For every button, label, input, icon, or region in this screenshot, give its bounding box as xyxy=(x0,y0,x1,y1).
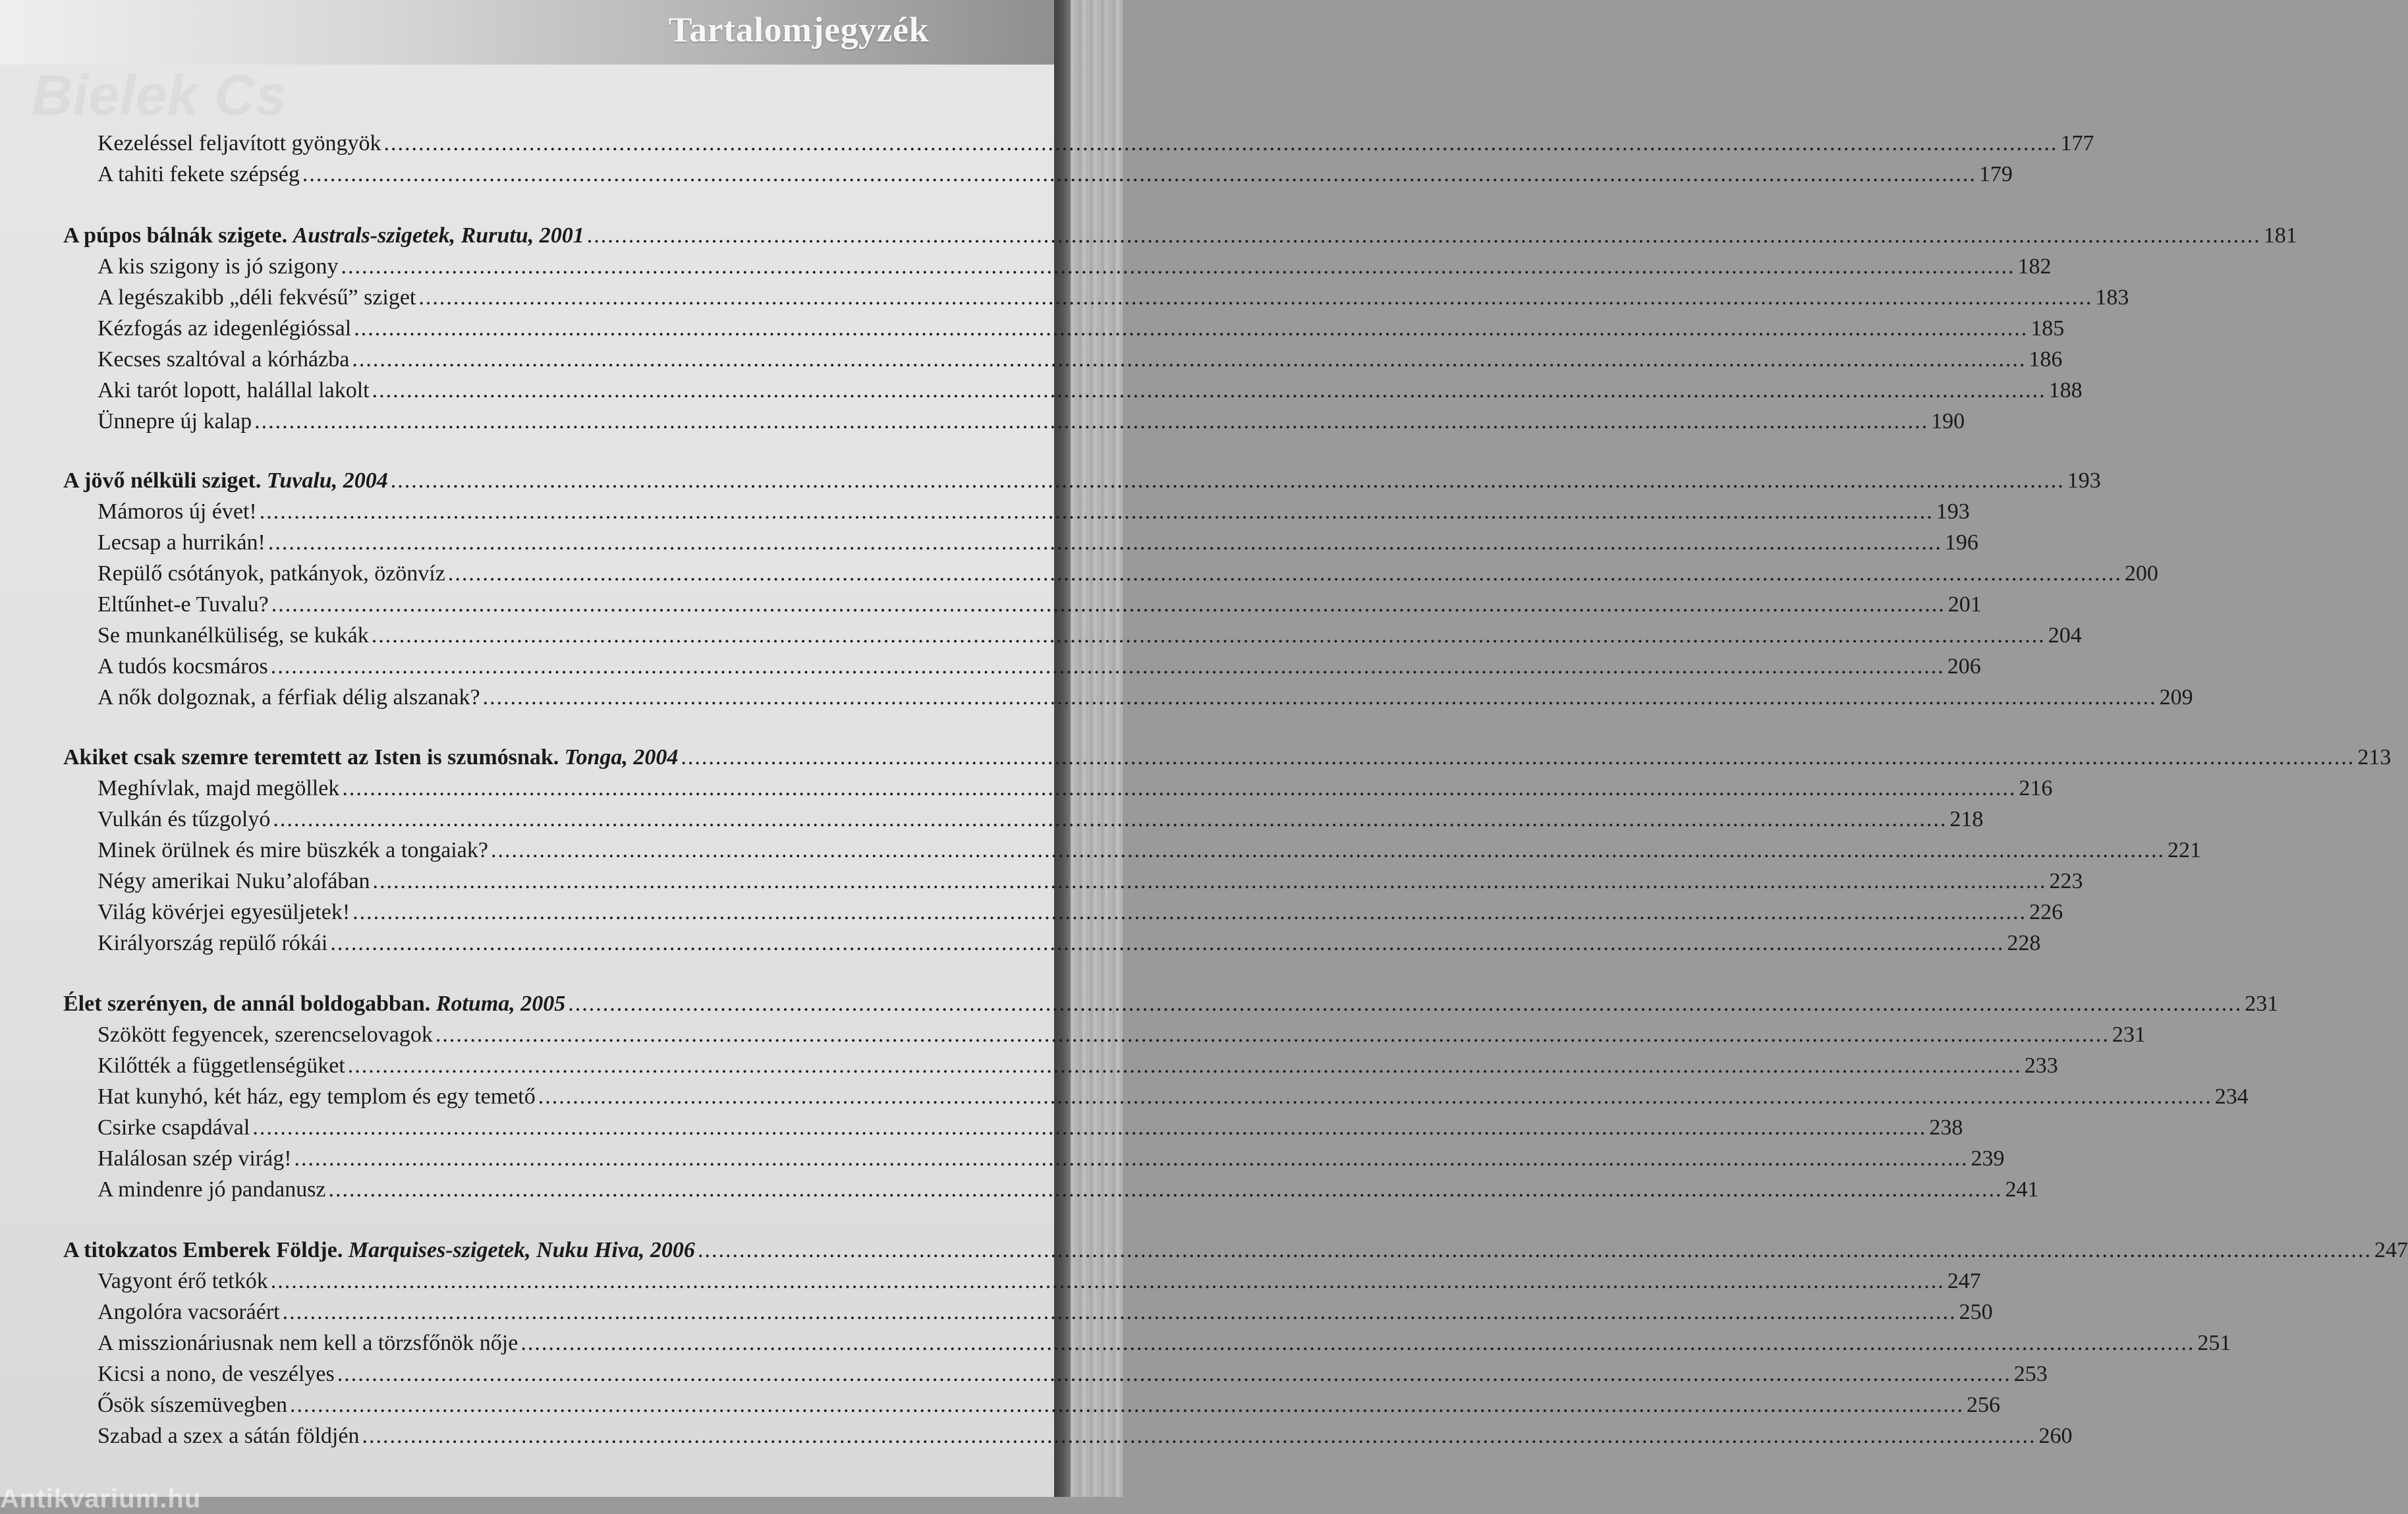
toc-entry-title: Angolóra vacsoráért xyxy=(98,1300,280,1324)
toc-entry xyxy=(63,282,2129,313)
toc-entry-page: 251 xyxy=(2197,1331,2231,1355)
chapter-subtitle: Marquises-szigetek, Nuku Hiva, 2006 xyxy=(348,1238,695,1262)
dot-leader xyxy=(681,742,2355,773)
dot-leader xyxy=(271,651,1945,682)
dot-leader xyxy=(337,1359,2011,1389)
toc-chapter-heading xyxy=(63,220,2297,251)
toc-entry-title: Kézfogás az idegenlégióssal xyxy=(98,316,352,341)
toc-entry xyxy=(63,1174,2039,1205)
toc-section-4 xyxy=(63,988,2279,1205)
dot-leader xyxy=(435,1019,2110,1050)
chapter-title: Akiket csak szemre teremtett az Isten is szumósnak. Tonga, 2004 xyxy=(63,745,679,770)
toc-entry xyxy=(63,1081,2249,1112)
toc-entry-title: Aki tarót lopott, halállal lakolt xyxy=(98,378,370,403)
dot-leader xyxy=(362,1420,2036,1451)
watermark-text: Antikvarium.hu xyxy=(0,1484,202,1513)
dot-leader xyxy=(252,1112,1926,1143)
toc-entry-title: Repülő csótányok, patkányok, özönvíz xyxy=(98,561,445,586)
toc-entry-title: A kis szigony is jó szigony xyxy=(98,254,339,279)
toc-entry-page: 196 xyxy=(1944,530,1978,555)
toc-entry-page: 260 xyxy=(2038,1424,2073,1448)
toc-entry xyxy=(63,1019,2146,1050)
toc-entry-title: Szökött fegyencek, szerencselovagok xyxy=(98,1023,433,1047)
toc-entry xyxy=(63,866,2083,897)
dot-leader xyxy=(391,465,2065,496)
toc-entry-page: 206 xyxy=(1947,654,1981,679)
dot-leader xyxy=(260,496,1934,527)
toc-entry-page: 185 xyxy=(2030,316,2065,341)
dot-leader xyxy=(330,928,2004,959)
toc-entry-page: 218 xyxy=(1949,807,1984,831)
dot-leader xyxy=(294,1143,1969,1174)
dot-leader xyxy=(448,558,2122,589)
toc-entry-title: A mindenre jó pandanusz xyxy=(98,1177,326,1202)
chapter-page: 231 xyxy=(2245,992,2279,1016)
toc-entry xyxy=(63,773,2053,804)
toc-entry-page: 228 xyxy=(2007,931,2041,955)
toc-entry-title: Kecses szaltóval a kórházba xyxy=(98,347,350,372)
toc-entry-page: 256 xyxy=(1967,1393,2001,1417)
dot-leader xyxy=(254,406,1928,437)
chapter-subtitle: Tuvalu, 2004 xyxy=(266,468,388,493)
toc-entry xyxy=(63,1266,1981,1297)
toc-entry xyxy=(63,1112,1963,1143)
toc-entry-page: 190 xyxy=(1931,409,1965,434)
toc-entry-page: 253 xyxy=(2013,1362,2048,1386)
toc-entry-title: A legészakibb „déli fekvésű” sziget xyxy=(98,285,416,310)
toc-entry-page: 221 xyxy=(2167,838,2201,862)
toc-section-5 xyxy=(63,1235,2408,1451)
toc-entry xyxy=(63,558,2158,589)
toc-entry-title: Vulkán és tűzgolyó xyxy=(98,807,271,831)
chapter-title: A titokzatos Emberek Földje. Marquises-szigetek, Nuku Hiva, 2006 xyxy=(63,1238,695,1262)
toc-entry-page: 231 xyxy=(2112,1023,2146,1047)
page-title: Tartalomjegyzék xyxy=(668,10,929,49)
toc-entry-page: 193 xyxy=(1936,499,1970,524)
toc-entry-title: A tudós kocsmáros xyxy=(98,654,268,679)
toc-chapter-heading xyxy=(63,988,2279,1019)
toc-entry xyxy=(63,313,2065,344)
toc-entry xyxy=(63,527,1978,558)
toc-entry-title: Hat kunyhó, két ház, egy templom és egy temető xyxy=(98,1084,536,1109)
toc-entry-page: 241 xyxy=(2005,1177,2039,1202)
toc-entry-page: 188 xyxy=(2048,378,2083,403)
toc-entry xyxy=(63,375,2083,406)
toc-entry-title: A tahiti fekete szépség xyxy=(98,162,300,186)
chapter-title: A púpos bálnák szigete. Australs-szigetek, Rurutu, 2001 xyxy=(63,223,584,248)
toc-entry-page: 179 xyxy=(1978,162,2013,186)
toc-entry-page: 177 xyxy=(2060,131,2094,155)
toc-entry-title: Vagyont érő tetkók xyxy=(98,1269,268,1293)
toc-entry-title: Csirke csapdával xyxy=(98,1115,250,1140)
dot-leader xyxy=(268,527,1942,558)
toc-entry xyxy=(63,1297,1993,1328)
toc-entry xyxy=(63,344,2063,375)
toc-entry-page: 226 xyxy=(2029,900,2063,924)
toc-chapter-heading xyxy=(63,742,2392,773)
toc-entry xyxy=(63,589,1982,620)
toc-entry xyxy=(63,651,1981,682)
toc-section-1 xyxy=(63,220,2297,437)
toc-entry-title: Világ kövérjei egyesüljetek! xyxy=(98,900,350,924)
dot-leader xyxy=(348,1050,2022,1081)
toc-entry xyxy=(63,1050,2058,1081)
toc-entry-page: 201 xyxy=(1947,592,1982,617)
toc-entry-page: 186 xyxy=(2029,347,2063,372)
dot-leader xyxy=(373,866,2047,897)
toc-entry xyxy=(63,620,2082,651)
toc-entry xyxy=(63,406,1965,437)
dot-leader xyxy=(342,773,2016,804)
dot-leader xyxy=(273,804,1947,835)
toc-entry xyxy=(63,1359,2048,1389)
toc-entry-title: Mámoros új évet! xyxy=(98,499,257,524)
dot-leader xyxy=(418,282,2092,313)
dot-leader xyxy=(372,620,2046,651)
dot-leader xyxy=(568,988,2242,1019)
toc-entry-title: Eltűnhet-e Tuvalu? xyxy=(98,592,269,617)
dot-leader xyxy=(384,128,2058,159)
toc-entry xyxy=(63,1328,2231,1359)
toc-entry-page: 234 xyxy=(2214,1084,2249,1109)
dot-leader xyxy=(354,313,2028,344)
toc-entry xyxy=(63,682,2193,713)
toc-entry-title: Minek örülnek és mire büszkék a tongaiak? xyxy=(98,838,488,862)
dot-leader xyxy=(283,1297,1957,1328)
toc-entry-title: Kezeléssel feljavított gyöngyök xyxy=(98,131,381,155)
dot-leader xyxy=(491,835,2165,866)
toc-entry-title: Ősök síszemüvegben xyxy=(98,1393,288,1417)
dot-leader xyxy=(587,220,2261,251)
dot-leader xyxy=(372,375,2046,406)
toc-entry-title: A nők dolgoznak, a férfiak délig alszanak? xyxy=(98,685,480,710)
toc-entry-title: Halálosan szép virág! xyxy=(98,1146,292,1171)
dot-leader xyxy=(329,1174,2003,1205)
dot-leader xyxy=(698,1235,2372,1266)
dot-leader xyxy=(290,1389,1964,1420)
chapter-page: 181 xyxy=(2263,223,2297,248)
dot-leader xyxy=(483,682,2157,713)
toc-entry-page: 200 xyxy=(2124,561,2158,586)
chapter-subtitle: Australs-szigetek, Rurutu, 2001 xyxy=(293,223,584,248)
toc-entry-title: Se munkanélküliség, se kukák xyxy=(98,623,369,648)
dot-leader xyxy=(352,897,2027,928)
toc-entry-page: 247 xyxy=(1947,1269,1981,1293)
chapter-subtitle: Rotuma, 2005 xyxy=(435,992,566,1016)
toc-entry-title: Királyország repülő rókái xyxy=(98,931,328,955)
dot-leader xyxy=(271,1266,1945,1297)
toc-entry xyxy=(63,159,2013,190)
chapter-title: A jövő nélküli sziget. Tuvalu, 2004 xyxy=(63,468,388,493)
toc-entry xyxy=(63,1420,2073,1451)
toc-entry xyxy=(63,835,2201,866)
toc-chapter-heading xyxy=(63,465,2101,496)
chapter-page: 213 xyxy=(2357,745,2392,770)
toc-section-2 xyxy=(63,465,2193,713)
toc-entry-page: 223 xyxy=(2049,869,2083,893)
toc-entry-title: Lecsap a hurrikán! xyxy=(98,530,266,555)
toc-entry xyxy=(63,128,2094,159)
toc-entry xyxy=(63,1389,2001,1420)
dot-leader xyxy=(271,589,1946,620)
toc-entry-title: Kicsi a nono, de veszélyes xyxy=(98,1362,335,1386)
toc-entry-title: Kilőtték a függetlenségüket xyxy=(98,1053,345,1078)
toc-entry-page: 209 xyxy=(2159,685,2193,710)
toc-entry xyxy=(63,928,2041,959)
toc-entry-page: 182 xyxy=(2017,254,2052,279)
chapter-title: Élet szerényen, de annál boldogabban. Rotuma, 2005 xyxy=(63,992,566,1016)
toc-entry xyxy=(63,251,2052,282)
toc-entry-title: Meghívlak, majd megöllek xyxy=(98,776,340,800)
chapter-page: 193 xyxy=(2067,468,2101,493)
dot-leader xyxy=(341,251,2015,282)
toc-entry-title: Szabad a szex a sátán földjén xyxy=(98,1424,360,1448)
toc-section-3 xyxy=(63,742,2392,959)
toc-entry xyxy=(63,496,1970,527)
toc-section-0 xyxy=(63,128,2094,190)
chapter-page: 247 xyxy=(2374,1238,2408,1262)
toc-entry-page: 233 xyxy=(2024,1053,2058,1078)
toc-entry-page: 238 xyxy=(1929,1115,1963,1140)
toc-entry-page: 216 xyxy=(2019,776,2053,800)
chapter-subtitle: Tonga, 2004 xyxy=(564,745,679,770)
toc-entry xyxy=(63,897,2063,928)
toc-entry-page: 239 xyxy=(1971,1146,2005,1171)
toc-entry-page: 204 xyxy=(2048,623,2082,648)
toc-chapter-heading xyxy=(63,1235,2408,1266)
dot-leader xyxy=(538,1081,2212,1112)
toc-entry-page: 183 xyxy=(2095,285,2129,310)
dot-leader xyxy=(520,1328,2195,1359)
toc-entry xyxy=(63,804,1984,835)
toc-entry-page: 250 xyxy=(1959,1300,1993,1324)
toc-entry xyxy=(63,1143,2005,1174)
toc-entry-title: Ünnepre új kalap xyxy=(98,409,252,434)
toc-entry-title: Négy amerikai Nuku’alofában xyxy=(98,869,370,893)
toc-entry-title: A misszionáriusnak nem kell a törzsfőnök nője xyxy=(98,1331,518,1355)
dot-leader xyxy=(302,159,1976,190)
dot-leader xyxy=(352,344,2026,375)
